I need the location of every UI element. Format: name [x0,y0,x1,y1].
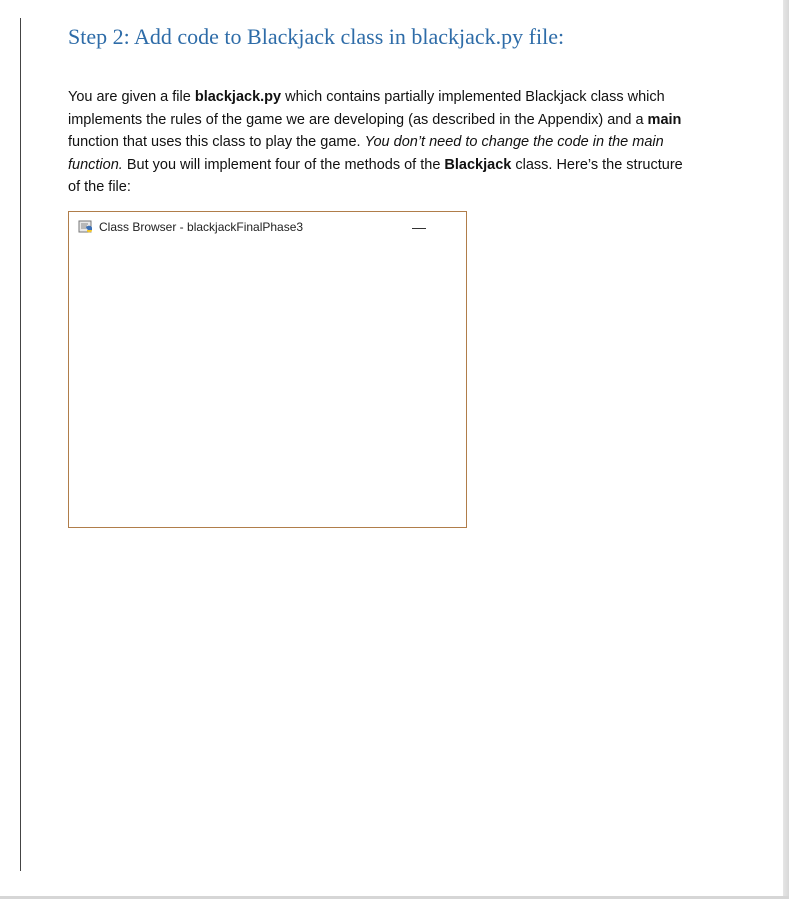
intro-paragraph [68,86,698,199]
window-titlebar[interactable] [69,212,466,242]
intro-italic-note: You don’t need to change the code in the main function. [68,134,664,173]
page-right-edge [783,0,789,899]
intro-main-keyword: main [647,111,682,128]
intro-text: But you will implement four of the methods of the [122,156,445,173]
page-margin-line [20,18,21,871]
idle-app-icon [78,219,94,235]
intro-class-name: Blackjack [444,156,512,173]
spacer [380,216,410,238]
intro-text: class. Here’s the structure of the file: [68,156,683,195]
section-heading: Step 2: Add code to Blackjack class in blackjack.py file: [68,24,565,49]
intro-filename: blackjack.py [194,89,282,105]
minimize-button[interactable]: — [412,219,426,235]
intro-text: which contains partially implemented Blackjack class which implements the rules of the game we are developing (as described in the Appendix) and a [68,89,665,128]
window-title: Class Browser - blackjackFinalPhase3 [99,220,304,234]
intro-text: You are given a file [68,89,195,105]
class-browser-window [68,211,467,528]
intro-text: function that uses this class to play the game. [68,134,365,150]
